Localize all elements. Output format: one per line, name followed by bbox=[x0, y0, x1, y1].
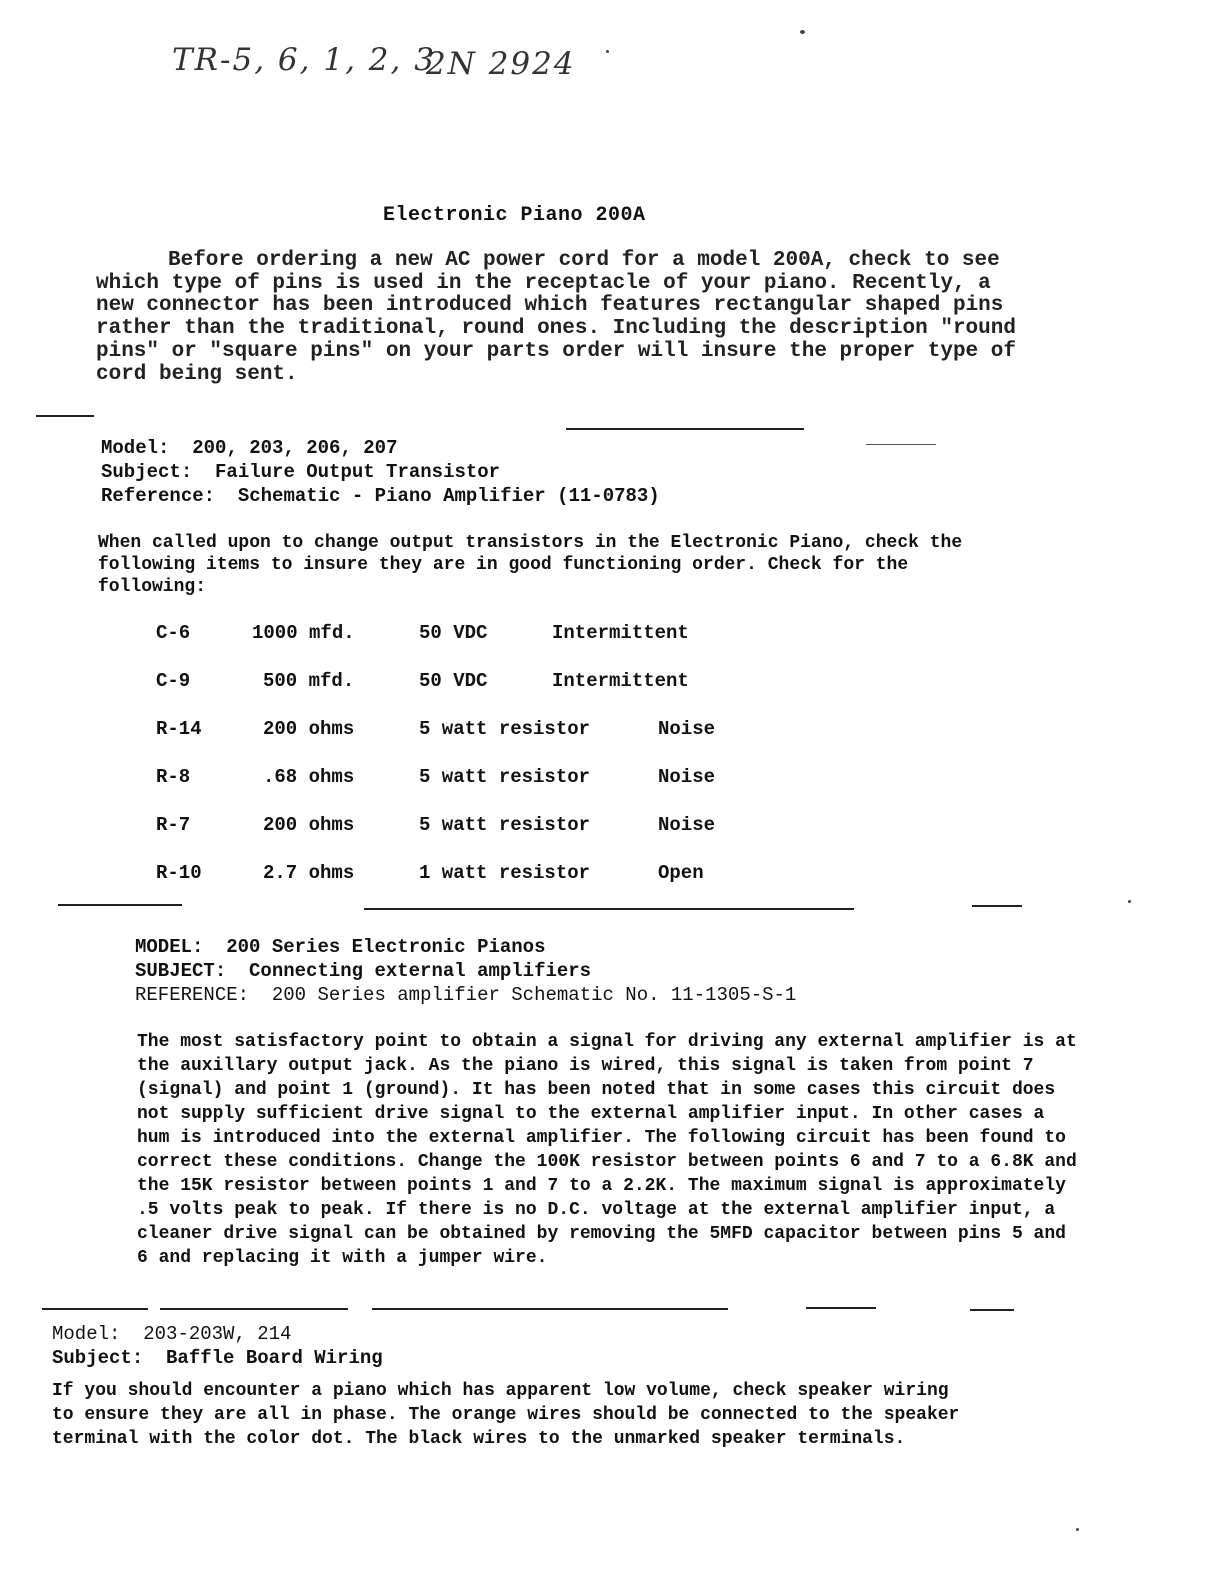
scan-speck bbox=[606, 50, 609, 53]
part-value: 200 ohms bbox=[263, 814, 355, 836]
part-rating: 50 VDC bbox=[419, 622, 488, 644]
intro-paragraph: Before ordering a new AC power cord for a model 200A, check to see which type of pins is used in the receptacle of your piano. Recently, a new connector has been introduced which features rectangular shaped pins rather than the traditional, round ones. Including the description "round pins" or "square pins" on your parts order will insure the proper type of cord being sent. bbox=[96, 249, 1016, 386]
part-note: Noise bbox=[658, 718, 716, 740]
part-value: .68 ohms bbox=[263, 766, 355, 788]
intro-text bbox=[96, 250, 1026, 386]
part-ref: R-10 bbox=[156, 862, 202, 884]
part-rating: 50 VDC bbox=[419, 670, 488, 692]
part-value: 500 mfd. bbox=[263, 670, 355, 692]
handwritten-tr-note: TR-5, 6, 1, 2, 3 bbox=[172, 42, 436, 78]
subject-line: Subject: Baffle Board Wiring bbox=[52, 1347, 383, 1369]
model-line: MODEL: 200 Series Electronic Pianos bbox=[135, 936, 546, 958]
section-divider bbox=[970, 1309, 1014, 1311]
reference-line: Reference: Schematic - Piano Amplifier (11-0783) bbox=[101, 485, 660, 507]
part-ref: R-7 bbox=[156, 814, 191, 836]
section-divider bbox=[364, 908, 854, 910]
part-note: Noise bbox=[658, 814, 716, 836]
part-rating: 1 watt resistor bbox=[419, 862, 591, 884]
section-divider bbox=[160, 1308, 348, 1310]
section-divider bbox=[36, 415, 94, 417]
part-rating: 5 watt resistor bbox=[419, 718, 591, 740]
subject-line: Subject: Failure Output Transistor bbox=[101, 461, 501, 483]
body-paragraph: When called upon to change output transistors in the Electronic Piano, check the following items to insure they are in good functioning order. Check for the following: bbox=[98, 533, 963, 597]
part-ref: C-9 bbox=[156, 670, 191, 692]
model-line: Model: 200, 203, 206, 207 bbox=[101, 437, 398, 459]
bulletin-body bbox=[137, 1030, 1087, 1270]
bulletin-body bbox=[52, 1379, 972, 1451]
bulletin-baffle-board-wiring bbox=[52, 1322, 960, 1449]
part-value: 200 ohms bbox=[263, 718, 355, 740]
reference-line: REFERENCE: 200 Series amplifier Schematic No. 11-1305-S-1 bbox=[135, 984, 797, 1006]
scan-speck bbox=[800, 30, 805, 34]
part-ref: R-14 bbox=[156, 718, 202, 740]
part-value: 2.7 ohms bbox=[263, 862, 355, 884]
bulletin-body bbox=[98, 532, 968, 598]
bulletin-connecting-external-amplifiers bbox=[135, 935, 1077, 1268]
scan-speck bbox=[1076, 1528, 1079, 1531]
section-divider bbox=[806, 1307, 876, 1309]
section-divider bbox=[566, 428, 804, 430]
part-fault: Intermittent bbox=[552, 670, 689, 692]
part-fault: Intermittent bbox=[552, 622, 689, 644]
part-note: Noise bbox=[658, 766, 716, 788]
handwritten-part-number: 2N 2924 bbox=[426, 46, 576, 82]
section-divider bbox=[372, 1308, 728, 1310]
part-note: Open bbox=[658, 862, 704, 884]
page-title: Electronic Piano 200A bbox=[383, 204, 646, 227]
bulletin-failure-output-transistor bbox=[98, 436, 963, 597]
part-ref: C-6 bbox=[156, 622, 191, 644]
part-rating: 5 watt resistor bbox=[419, 766, 591, 788]
section-divider bbox=[42, 1308, 148, 1310]
section-divider bbox=[866, 444, 936, 445]
scan-speck bbox=[1128, 900, 1131, 903]
section-divider bbox=[58, 904, 182, 906]
body-paragraph: The most satisfactory point to obtain a signal for driving any external amplifier is at the auxillary output jack. As the piano is wired, this signal is taken from point 7 (signal) and point 1 (ground). It has been noted that in some cases this circuit does not supply sufficient drive signal to the external amplifier input. In other cases a hum is introduced into the external amplifier. The following circuit has been found to correct these conditions. Change the 100K resistor between points 6 and 7 to a 6.8K and the 15K resistor between points 1 and 7 to a 2.2K. The maximum signal is approximately .5 volts peak to peak. If there is no D.C. voltage at the external amplifier input, a cleaner drive signal can be obtained by removing the 5MFD capacitor between pins 5 and 6 and replacing it with a jumper wire. bbox=[137, 1032, 1077, 1268]
part-ref: R-8 bbox=[156, 766, 191, 788]
part-value: 1000 mfd. bbox=[252, 622, 355, 644]
body-paragraph: If you should encounter a piano which has apparent low volume, check speaker wiring to ensure they are all in phase. The orange wires should be connected to the speaker terminal with the color dot. The black wires to the unmarked speaker terminals. bbox=[52, 1381, 960, 1449]
section-divider bbox=[972, 905, 1022, 907]
model-line: Model: 203-203W, 214 bbox=[52, 1323, 292, 1345]
part-rating: 5 watt resistor bbox=[419, 814, 591, 836]
subject-line: SUBJECT: Connecting external amplifiers bbox=[135, 960, 592, 982]
